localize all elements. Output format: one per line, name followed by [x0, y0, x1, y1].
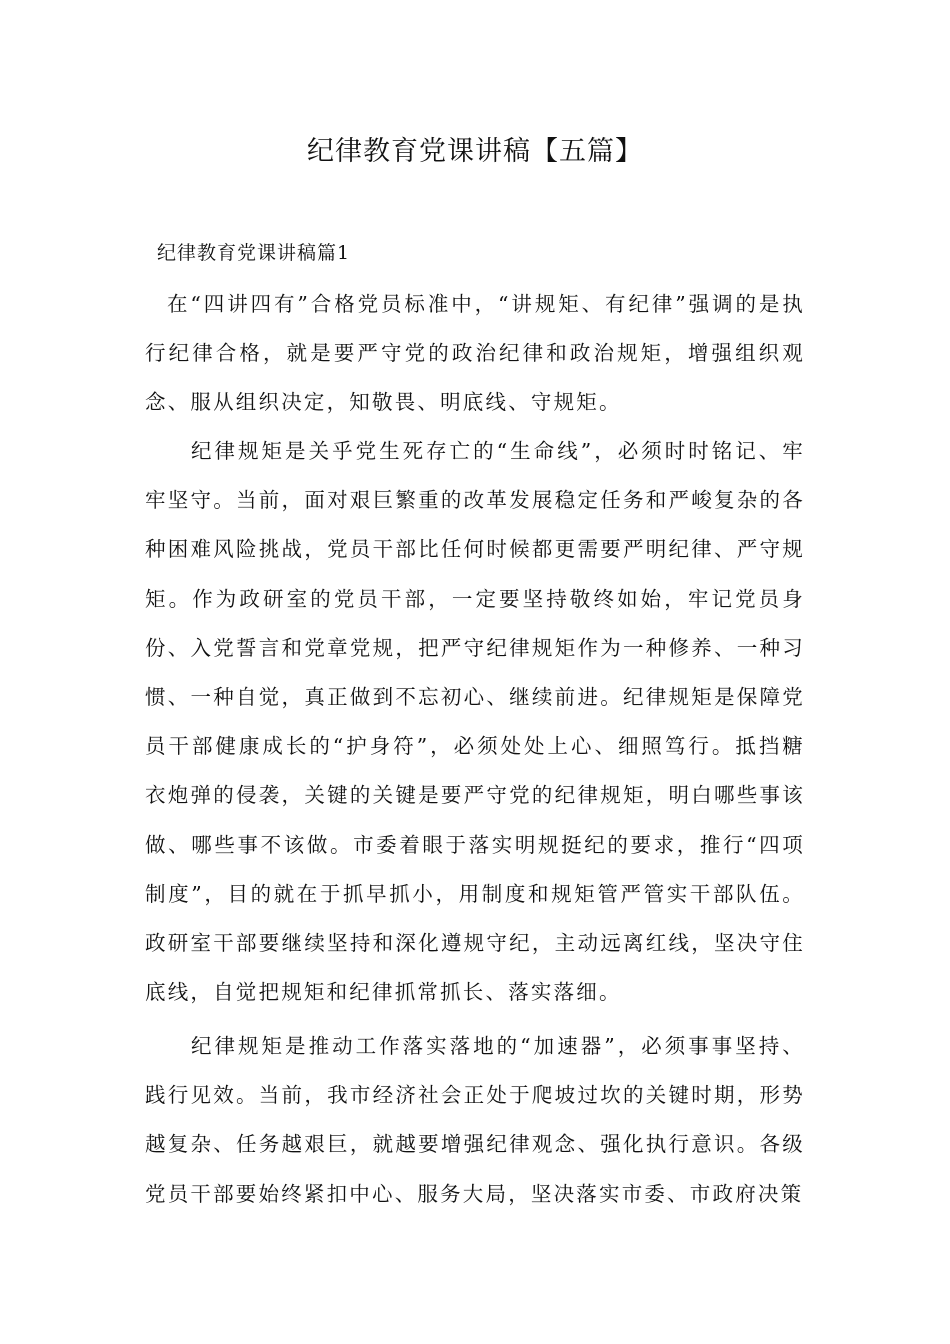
section-heading: 纪律教育党课讲稿篇1 — [157, 242, 351, 264]
paragraph-3: 纪律规矩是推动工作落实落地的“加速器”，必须事事坚持、践行见效。当前，我市经济社会正处于爬坡过坎的关键时期，形势越复杂、任务越艰巨，就越要增强纪律观念、强化执行意识。各级党员干部要始终紧扣中心、服务大局，坚决落实市委、市政府决策 — [145, 1034, 805, 1206]
document-title: 纪律教育党课讲稿【五篇】 — [307, 136, 643, 167]
paragraph-2: 纪律规矩是关乎党生死存亡的“生命线”，必须时时铭记、牢牢坚守。当前，面对艰巨繁重的改革发展稳定任务和严峻复杂的各种困难风险挑战，党员干部比任何时候都更需要严明纪律、严守规矩。作为政研室的党员干部，一定要坚持敬终如始，牢记党员身份、入党誓言和党章党规，把严守纪律规矩作为一种修养、一种习惯、一种自觉，真正做到不忘初心、继续前进。纪律规矩是保障党员干部健康成长的“护身符”，必须处处上心、细照笃行。抵挡糖衣炮弹的侵袭，关键的关键是要严守党的纪律规矩，明白哪些事该做、哪些事不该做。市委着眼于落实明规挺纪的要求，推行“四项制度”，目的就在于抓早抓小，用制度和规矩管严管实干部队伍。政研室干部要继续坚持和深化遵规守纪，主动远离红线，坚决守住底线，自觉把规矩和纪律抓常抓长、落实落细。 — [145, 439, 805, 1005]
paragraph-1: 在“四讲四有”合格党员标准中，“讲规矩、有纪律”强调的是执行纪律合格，就是要严守党的政治纪律和政治规矩，增强组织观念、服从组织决定，知敬畏、明底线、守规矩。 — [145, 292, 805, 415]
